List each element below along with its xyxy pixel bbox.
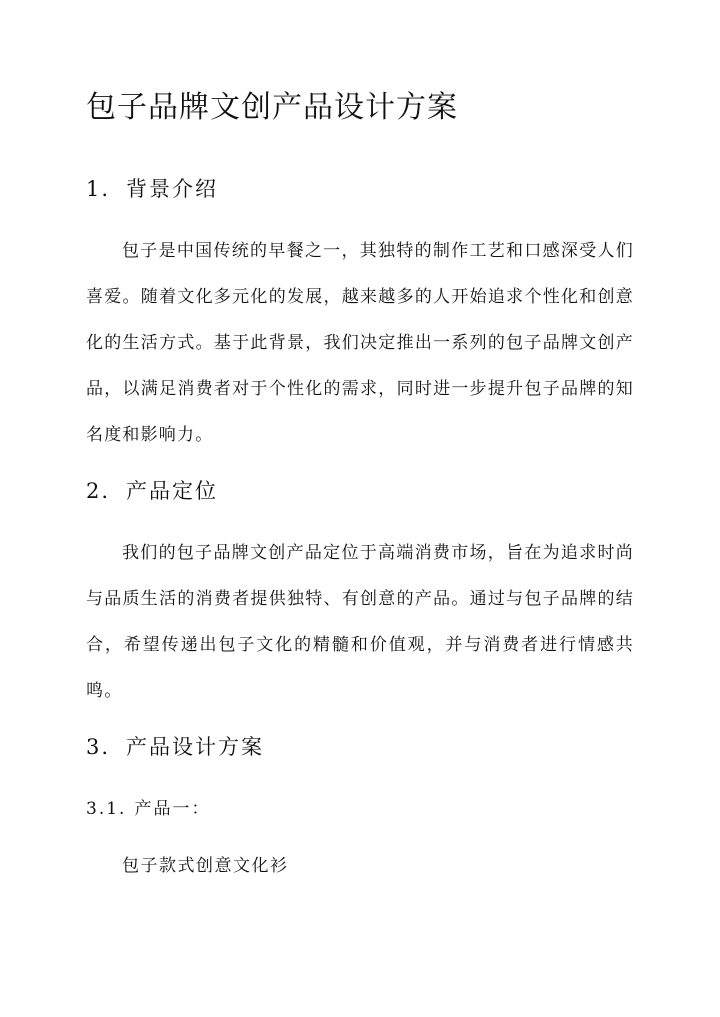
section-number: 3. — [86, 735, 111, 759]
section-heading-design-plan — [86, 732, 264, 762]
document-title: 包子品牌文创产品设计方案 — [86, 90, 458, 125]
subsection-title: 产品一： — [134, 799, 211, 819]
section-number: 1. — [86, 177, 111, 201]
product-one-name: 包子款式创意文化衫 — [122, 856, 289, 876]
section-heading-background — [86, 174, 218, 204]
section-body-positioning: 我们的包子品牌文创产品定位于高端消费市场，旨在为追求时尚与品质生活的消费者提供独特、有创意的产品。通过与包子品牌的结合，希望传递出包子文化的精髓和价值观，并与消费者进行情感共鸣。 — [86, 543, 634, 701]
subsection-number: 3.1. — [86, 799, 127, 819]
section-title: 背景介绍 — [126, 177, 219, 201]
section-heading-positioning — [86, 476, 218, 506]
section-number: 2. — [86, 479, 111, 503]
section-title: 产品设计方案 — [126, 735, 265, 759]
section-body-background: 包子是中国传统的早餐之一，其独特的制作工艺和口感深受人们喜爱。随着文化多元化的发展，越来越多的人开始追求个性化和创意化的生活方式。基于此背景，我们决定推出一系列的包子品牌文创产品，以满足消费者对于个性化的需求，同时进一步提升包子品牌的知名度和影响力。 — [86, 241, 634, 445]
section-title: 产品定位 — [126, 479, 219, 503]
subsection-heading-product-one — [86, 796, 210, 822]
